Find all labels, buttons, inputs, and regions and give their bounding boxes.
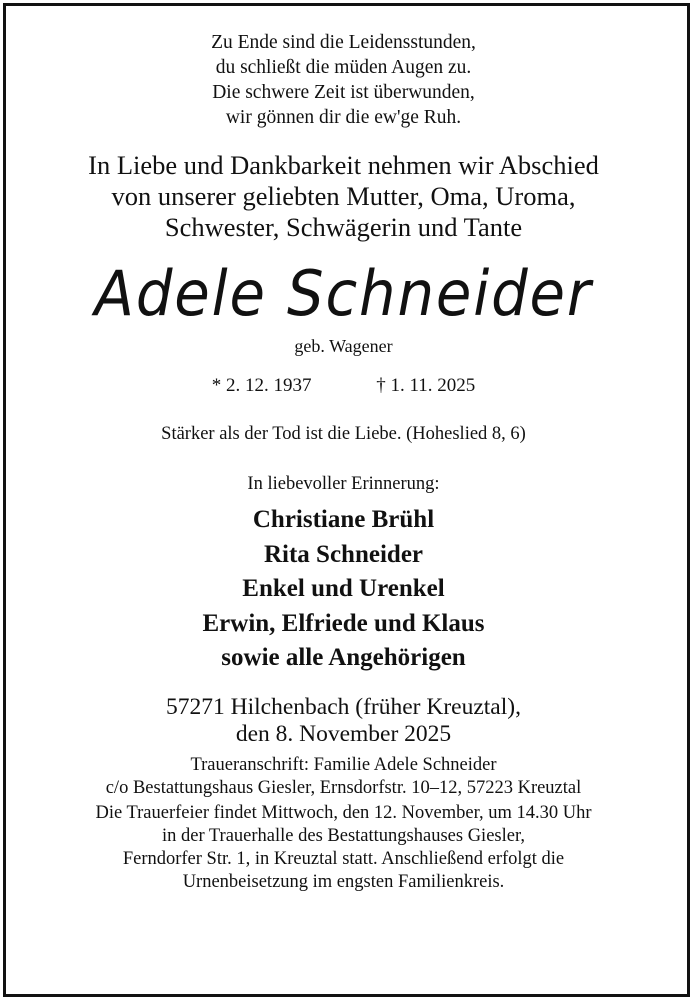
date-line: den 8. November 2025 [235, 720, 452, 747]
bible-quote: Stärker als der Tod ist die Liebe. (Hoheslied 8, 6) [161, 424, 526, 444]
farewell-intro [3, 150, 684, 243]
poem-line: wir gönnen dir die ew'ge Ruh. [225, 107, 462, 128]
mourners-list [3, 503, 684, 676]
place-and-date [3, 694, 684, 748]
memory-label: In liebevoller Erinnerung: [247, 474, 440, 494]
place-line: 57271 Hilchenbach (früher Kreuztal), [166, 693, 521, 720]
mourner: Rita Schneider [263, 540, 424, 568]
mourner: Enkel und Urenkel [242, 575, 445, 602]
birth-date: * 2. 12. 1937 [211, 375, 312, 396]
mourner: Christiane Brühl [252, 506, 435, 533]
intro-line: In Liebe und Dankbarkeit nehmen wir Abschied [88, 150, 599, 180]
poem-line: du schließt die müden Augen zu. [215, 57, 472, 78]
death-date: † 1. 11. 2025 [376, 375, 476, 396]
funeral-line: Ferndorfer Str. 1, in Kreuztal statt. Anschließend erfolgt die [122, 848, 565, 869]
intro-line: Schwester, Schwägerin und Tante [164, 212, 523, 242]
address-line: c/o Bestattungshaus Giesler, Ernsdorfstr. 10–12, 57223 Kreuztal [105, 777, 582, 798]
intro-line: von unserer geliebten Mutter, Oma, Uroma, [111, 181, 576, 211]
funeral-line: Die Trauerfeier findet Mittwoch, den 12. November, um 14.30 Uhr [95, 802, 592, 823]
poem-line: Zu Ende sind die Leidensstunden, [211, 32, 476, 53]
mourner: sowie alle Angehörigen [221, 644, 466, 671]
funeral-line: Urnenbeisetzung im engsten Familienkreis. [182, 871, 505, 892]
deceased-name: Adele Schneider [94, 257, 593, 330]
life-dates [3, 375, 684, 397]
address-line: Traueranschrift: Familie Adele Schneider [190, 754, 497, 775]
funeral-line: in der Trauerhalle des Bestattungshauses Giesler, [161, 825, 526, 846]
mourning-address [3, 754, 684, 800]
poem-line: Die schwere Zeit ist überwunden, [212, 82, 475, 103]
maiden-name: geb. Wagener [294, 336, 393, 356]
funeral-info [3, 802, 684, 894]
mourner: Erwin, Elfriede und Klaus [202, 609, 485, 637]
obituary-notice [3, 3, 684, 991]
poem [3, 30, 684, 130]
